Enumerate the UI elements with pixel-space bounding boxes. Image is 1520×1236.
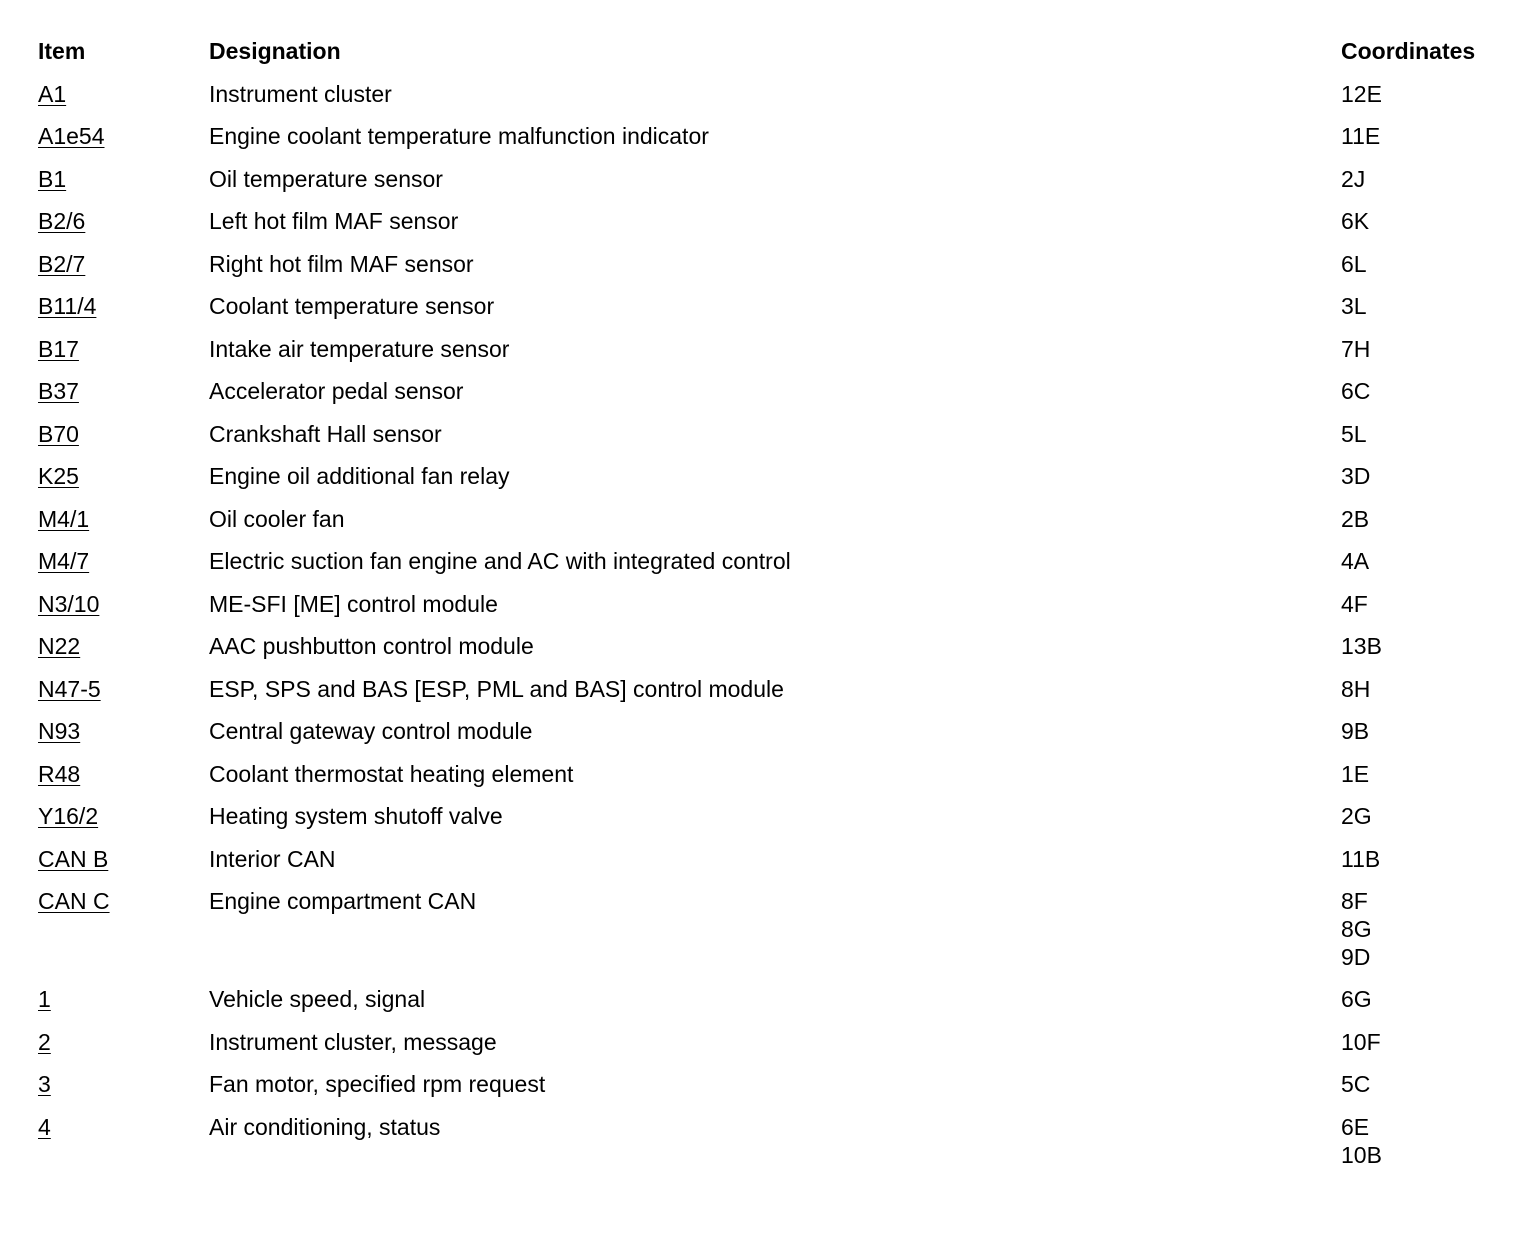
designation-cell: Coolant thermostat heating element [209,760,574,787]
table-row [38,374,1508,417]
coordinate-value: 2J [1341,165,1366,192]
table-row [38,204,1508,247]
table-row [38,799,1508,842]
designation-cell: Coolant temperature sensor [209,293,495,319]
table-row [38,332,1508,375]
item-cell [38,459,198,493]
item-cell [38,982,198,1016]
designation-cell: Intake air temperature sensor [209,335,510,362]
coordinates-cell [1341,289,1511,317]
coordinate-value: 12E [1341,80,1382,107]
item-cell [38,1067,198,1101]
designation-cell: Oil temperature sensor [209,165,443,192]
table-row [38,77,1508,120]
table-row [38,672,1508,715]
item-link[interactable]: N3/10 [38,590,100,617]
item-cell [38,842,198,876]
designation-cell: Interior CAN [209,845,336,872]
coordinate-value: 5C [1341,1071,1371,1097]
coordinates-cell [1341,672,1511,700]
designation-cell: Crankshaft Hall sensor [209,420,442,447]
item-column-header: Item [38,38,86,64]
item-cell [38,417,198,451]
item-link[interactable]: 4 [38,1113,51,1140]
designation-cell: Fan motor, specified rpm request [209,1071,546,1097]
table-row [38,587,1508,630]
item-link[interactable]: B2/7 [38,250,86,277]
table-row [38,544,1508,587]
table-row [38,502,1508,545]
coordinates-cell [1341,417,1511,445]
coordinate-value: 6K [1341,208,1370,234]
coordinates-cell [1341,884,1511,968]
coordinate-value: 7H [1341,335,1371,362]
coordinate-value: 11B [1341,845,1381,872]
designation-cell: ESP, SPS and BAS [ESP, PML and BAS] control module [209,675,784,702]
table-row [38,1025,1508,1068]
coordinate-value: 11E [1341,123,1381,149]
coordinates-cell [1341,204,1511,232]
coordinate-value: 4A [1341,548,1370,574]
designation-cell: Engine compartment CAN [209,888,477,914]
item-cell [38,799,198,833]
item-cell [38,289,198,323]
coordinate-value: 3L [1341,293,1367,319]
coordinates-cell [1341,842,1511,870]
table-row [38,757,1508,800]
table-row [38,119,1508,162]
item-link[interactable]: B37 [38,378,79,404]
designation-column-header: Designation [209,38,341,64]
item-link[interactable]: N47-5 [38,675,101,702]
item-cell [38,77,198,111]
item-cell [38,119,198,153]
coordinate-value: 1E [1341,760,1370,787]
item-cell [38,544,198,578]
table-row [38,247,1508,290]
coordinates-cell [1341,714,1511,742]
table-row [38,714,1508,757]
item-link[interactable]: K25 [38,463,79,489]
designation-cell: Accelerator pedal sensor [209,378,464,404]
item-link[interactable]: N93 [38,718,81,744]
coordinate-value: 6E [1341,1113,1370,1140]
designation-cell: ME-SFI [ME] control module [209,590,498,617]
item-link[interactable]: B17 [38,335,79,362]
coordinate-value: 8G [1341,916,1372,942]
designation-cell: Vehicle speed, signal [209,986,426,1012]
item-cell [38,884,198,918]
item-cell [38,587,198,621]
designation-cell: Central gateway control module [209,718,533,744]
item-link[interactable]: N22 [38,633,81,659]
coordinates-cell [1341,77,1511,105]
coordinates-cell [1341,1110,1511,1166]
table-row [38,162,1508,205]
coordinate-value: 8F [1341,888,1368,914]
item-cell [38,1025,198,1059]
designation-cell: AAC pushbutton control module [209,633,534,659]
designation-cell: Engine coolant temperature malfunction indicator [209,123,709,149]
item-cell [38,714,198,748]
item-link[interactable]: A1e54 [38,123,105,149]
coordinates-cell [1341,247,1511,275]
item-link[interactable]: CAN C [38,888,110,914]
table-row [38,884,1508,982]
table-row [38,289,1508,332]
coordinates-cell [1341,982,1511,1010]
coordinate-value: 9B [1341,718,1370,744]
item-link[interactable]: B2/6 [38,208,86,234]
coordinate-value: 5L [1341,420,1367,447]
coordinates-cell [1341,1025,1511,1053]
component-legend-table [38,34,1508,1180]
designation-cell: Instrument cluster, message [209,1028,497,1055]
table-body [38,77,1508,1180]
coordinate-value: 6C [1341,378,1371,404]
designation-cell: Electric suction fan engine and AC with integrated control [209,548,791,574]
coordinate-value: 3D [1341,463,1371,489]
item-link[interactable]: Y16/2 [38,803,99,829]
item-cell [38,502,198,536]
item-link[interactable]: 2 [38,1028,51,1055]
item-link[interactable]: 3 [38,1071,51,1097]
item-link[interactable]: A1 [38,80,67,107]
coordinates-cell [1341,374,1511,402]
coordinates-cell [1341,332,1511,360]
table-row [38,842,1508,885]
coordinate-value: 13B [1341,633,1382,659]
coordinates-cell [1341,459,1511,487]
designation-cell: Heating system shutoff valve [209,803,503,829]
item-link[interactable]: R48 [38,760,81,787]
table-row [38,459,1508,502]
coordinates-cell [1341,629,1511,657]
item-cell [38,162,198,196]
item-cell [38,757,198,791]
item-cell [38,629,198,663]
coordinates-cell [1341,162,1511,190]
item-link[interactable]: M4/7 [38,548,90,574]
coordinate-value: 2B [1341,505,1370,532]
coordinates-cell [1341,799,1511,827]
item-link[interactable]: CAN B [38,845,109,872]
coordinates-column-header: Coordinates [1341,38,1476,64]
coordinates-cell [1341,502,1511,530]
coordinate-value: 10F [1341,1028,1381,1055]
table-row [38,629,1508,672]
designation-cell: Instrument cluster [209,80,392,107]
coordinate-value: 2G [1341,803,1372,829]
item-link[interactable]: B11/4 [38,293,97,319]
table-row [38,982,1508,1025]
coordinate-value: 9D [1341,944,1371,970]
coordinate-value: 4F [1341,590,1368,617]
item-link[interactable]: 1 [38,986,51,1012]
item-cell [38,247,198,281]
table-row [38,1067,1508,1110]
item-link[interactable]: B70 [38,420,79,447]
coordinates-cell [1341,757,1511,785]
table-row [38,1110,1508,1180]
designation-cell: Right hot film MAF sensor [209,250,474,277]
coordinates-cell [1341,544,1511,572]
item-cell [38,204,198,238]
designation-cell: Engine oil additional fan relay [209,463,510,489]
table-header-row [38,34,1508,77]
item-cell [38,374,198,408]
coordinate-value: 10B [1341,1141,1382,1168]
coordinates-cell [1341,119,1511,147]
item-cell [38,332,198,366]
item-link[interactable]: B1 [38,165,67,192]
table-row [38,417,1508,460]
designation-cell: Left hot film MAF sensor [209,208,459,234]
designation-cell: Oil cooler fan [209,505,345,532]
item-cell [38,1110,198,1144]
item-link[interactable]: M4/1 [38,505,90,532]
coordinates-cell [1341,1067,1511,1095]
coordinates-cell [1341,587,1511,615]
item-cell [38,672,198,706]
designation-cell: Air conditioning, status [209,1113,441,1140]
coordinate-value: 6L [1341,250,1367,277]
coordinate-value: 8H [1341,675,1371,702]
coordinate-value: 6G [1341,986,1372,1012]
